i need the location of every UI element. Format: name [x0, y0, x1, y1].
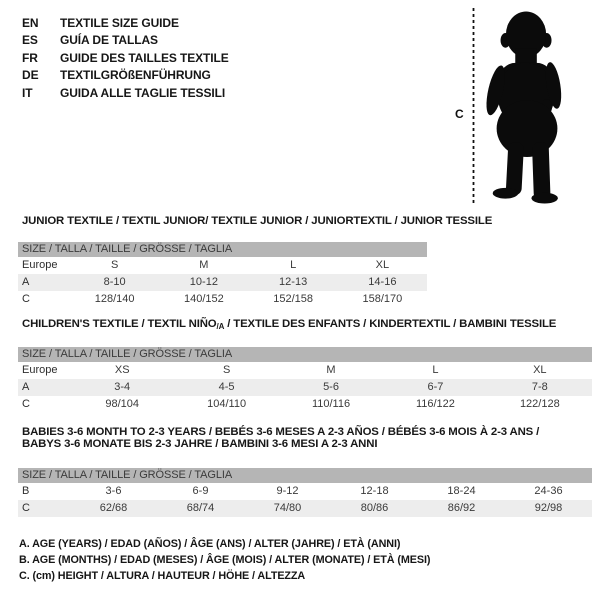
- lang-label: GUIDE DES TAILLES TEXTILE: [60, 50, 229, 65]
- footnote-b: B. AGE (MONTHS) / EDAD (MESES) / ÂGE (MOIS) / ALTER (MONATE) / ETÀ (MESI): [19, 554, 431, 566]
- value-cell: 24-36: [534, 485, 563, 497]
- size-cell: XL: [375, 259, 390, 271]
- lang-row-it: [22, 85, 229, 102]
- value-cell: 74/80: [273, 502, 302, 514]
- value-cell: 5-6: [323, 381, 339, 393]
- children-size-table: [18, 347, 592, 413]
- size-cell: XL: [533, 364, 547, 376]
- value-cell: 104/110: [207, 398, 247, 410]
- toddler-silhouette-icon: [479, 6, 577, 208]
- value-cell: 98/104: [105, 398, 140, 410]
- row-label: C: [22, 502, 30, 514]
- babies-title-line2: BABYS 3-6 MONATE BIS 2-3 JAHRE / BAMBINI 3-6 MESI A 2-3 ANNI: [22, 438, 378, 450]
- children-title-part: / TEXTILE DES ENFANTS / KINDERTEXTIL / BAMBINI TESSILE: [224, 318, 557, 330]
- lang-label: TEXTILE SIZE GUIDE: [60, 16, 179, 30]
- babies-size-header-band: SIZE / TALLA / TAILLE / GRÖSSE / TAGLIA: [18, 468, 592, 483]
- value-cell: 80/86: [360, 502, 389, 514]
- footnote-a: A. AGE (YEARS) / EDAD (AÑOS) / ÂGE (ANS) / ALTER (JAHRE) / ETÀ (ANNI): [19, 538, 401, 550]
- height-dashed-line: [469, 6, 478, 208]
- table-row: [18, 291, 427, 308]
- lang-row-en: [22, 15, 229, 32]
- junior-size-header-band: SIZE / TALLA / TAILLE / GRÖSSE / TAGLIA: [18, 242, 427, 257]
- size-cell: L: [432, 364, 439, 376]
- children-section-title: [22, 318, 556, 331]
- lang-code: IT: [22, 85, 33, 100]
- value-cell: 18-24: [447, 485, 476, 497]
- lang-code: ES: [22, 33, 38, 48]
- value-cell: 68/74: [186, 502, 215, 514]
- table-row: [18, 483, 592, 500]
- lang-label: GUIDA ALLE TAGLIE TESSILI: [60, 85, 226, 100]
- lang-label: TEXTILGRÖßENFÜHRUNG: [60, 68, 211, 83]
- junior-size-table: [18, 242, 427, 308]
- value-cell: 140/152: [183, 293, 224, 305]
- value-cell: 152/158: [273, 293, 313, 305]
- lang-row-es: [22, 32, 229, 49]
- lang-row-fr: [22, 50, 229, 67]
- table-row: [18, 396, 592, 413]
- value-cell: 4-5: [218, 381, 235, 393]
- height-marker-label: C: [455, 107, 464, 121]
- value-cell: 6-7: [427, 381, 444, 393]
- value-cell: 9-12: [276, 485, 299, 497]
- children-size-header-band: SIZE / TALLA / TAILLE / GRÖSSE / TAGLIA: [18, 347, 592, 362]
- row-label: Europe: [22, 259, 58, 271]
- table-row: [18, 274, 427, 291]
- value-cell: 14-16: [368, 276, 397, 288]
- size-cell: M: [199, 259, 209, 271]
- value-cell: 62/68: [99, 502, 128, 514]
- babies-size-table: [18, 468, 592, 517]
- lang-code: FR: [22, 50, 38, 65]
- size-cell: S: [222, 364, 231, 376]
- value-cell: 116/122: [415, 398, 455, 410]
- children-title-part: CHILDREN'S TEXTILE / TEXTIL NIÑO: [22, 318, 217, 330]
- row-label: A: [22, 381, 30, 393]
- value-cell: 8-10: [103, 276, 126, 288]
- value-cell: 3-6: [105, 485, 122, 497]
- value-cell: 12-13: [279, 276, 308, 288]
- value-cell: 86/92: [447, 502, 476, 514]
- row-label: C: [22, 398, 30, 410]
- children-title-subscript: /A: [216, 322, 225, 331]
- babies-title-line1: BABIES 3-6 MONTH TO 2-3 YEARS / BEBÉS 3-6 MESES A 2-3 AÑOS / BÉBÉS 3-6 MOIS À 2-3 ANS /: [22, 426, 540, 438]
- value-cell: 128/140: [94, 293, 135, 305]
- size-cell: L: [290, 259, 297, 271]
- table-row: [18, 362, 592, 379]
- value-cell: 10-12: [189, 276, 218, 288]
- lang-label: GUÍA DE TALLAS: [60, 33, 158, 48]
- row-label: Europe: [22, 364, 58, 376]
- lang-code: DE: [22, 68, 39, 83]
- value-cell: 3-4: [114, 381, 131, 393]
- value-cell: 92/98: [534, 502, 563, 514]
- footnote-c: C. (cm) HEIGHT / ALTURA / HAUTEUR / HÖHE / ALTEZZA: [19, 570, 306, 582]
- value-cell: 12-18: [360, 485, 389, 497]
- size-cell: S: [110, 259, 119, 271]
- table-row: [18, 500, 592, 517]
- row-label: C: [22, 293, 30, 305]
- value-cell: 6-9: [192, 485, 209, 497]
- junior-section-title: JUNIOR TEXTILE / TEXTIL JUNIOR/ TEXTILE JUNIOR / JUNIORTEXTIL / JUNIOR TESSILE: [22, 215, 493, 227]
- row-label: B: [22, 485, 30, 497]
- lang-row-de: [22, 67, 229, 84]
- language-header: [22, 15, 229, 102]
- babies-section-title: [22, 426, 539, 450]
- value-cell: 110/116: [311, 398, 351, 410]
- value-cell: 122/128: [519, 398, 560, 410]
- row-label: A: [22, 276, 30, 288]
- footnotes: [19, 536, 430, 584]
- value-cell: 158/170: [362, 293, 403, 305]
- value-cell: 7-8: [531, 381, 548, 393]
- size-cell: XS: [114, 364, 130, 376]
- lang-code: EN: [22, 16, 39, 30]
- table-row: [18, 257, 427, 274]
- table-row: [18, 379, 592, 396]
- size-cell: M: [326, 364, 336, 376]
